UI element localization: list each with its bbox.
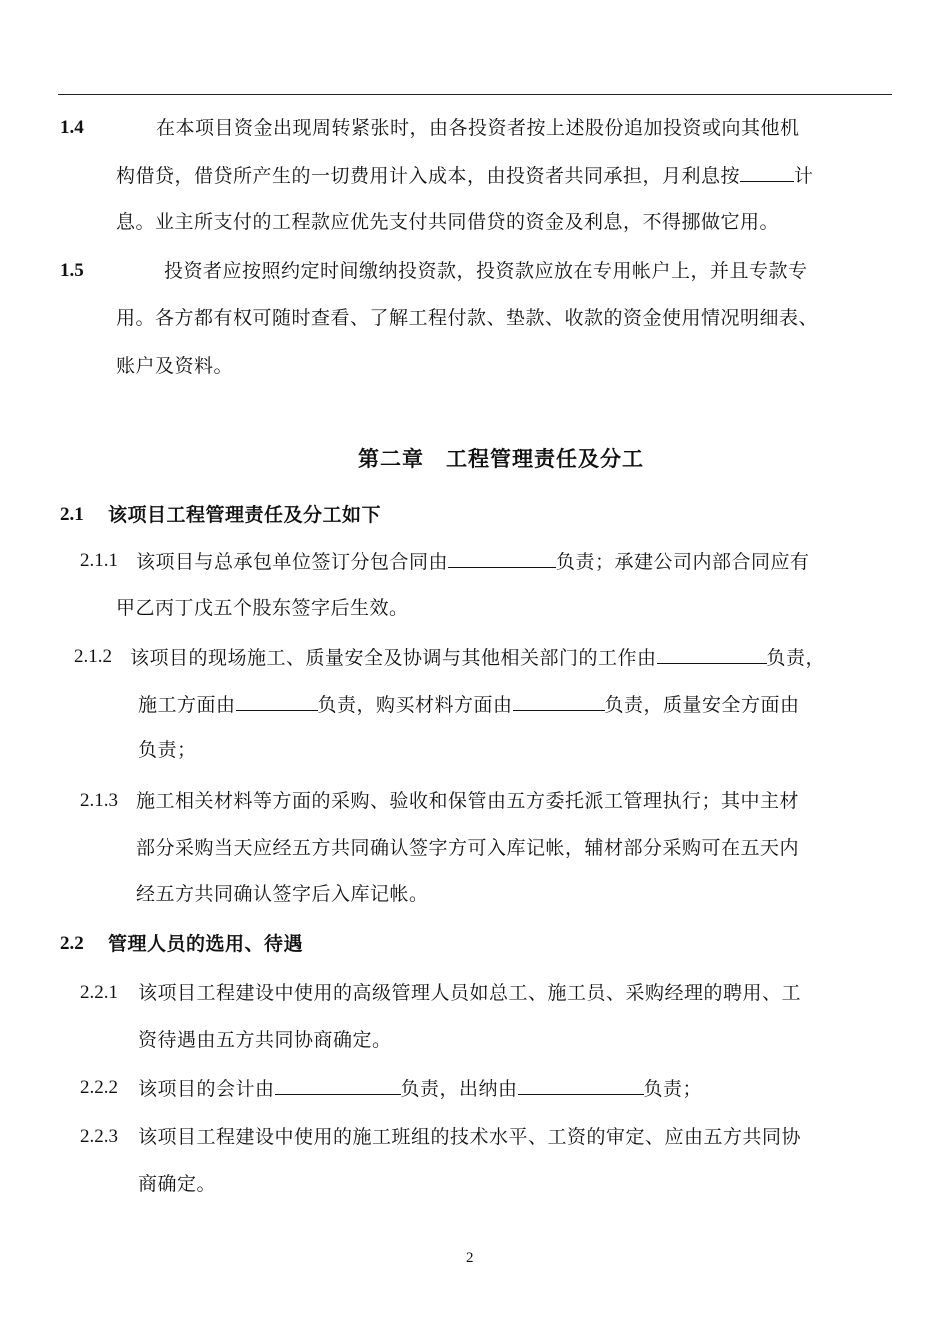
item-2-1-2-text-e: 负责，质量安全方面由 <box>604 694 800 716</box>
section-1-4-line-2-text-a: 构借贷，借贷所产生的一切费用计入成本，由投资者共同承担，月利息按 <box>116 165 741 187</box>
item-2-2-1-line-2: 资待遇由五方共同协商确定。 <box>138 1029 392 1051</box>
section-number-2-1: 2.1 <box>60 504 84 525</box>
accountant-blank <box>275 1076 401 1095</box>
item-2-1-3-line-3: 经五方共同确认签字后入库记帐。 <box>136 883 429 905</box>
item-number-2-2-1: 2.2.1 <box>80 982 118 1003</box>
item-2-1-2-text-b: 负责， <box>766 647 826 669</box>
construction-responsible-blank <box>236 692 318 711</box>
section-1-5-line-1: 投资者应按照约定时间缴纳投资款，投资款应放在专用帐户上，并且专款专 <box>164 260 808 282</box>
section-number-1-4: 1.4 <box>60 117 84 138</box>
section-number-2-2: 2.2 <box>60 933 84 954</box>
section-1-4-line-2-text-b: 计 <box>794 165 814 187</box>
section-1-4-line-1: 在本项目资金出现周转紧张时，由各投资者按上述股份追加投资或向其他机 <box>156 117 800 139</box>
item-2-1-2-line-3: 负责； <box>138 739 197 761</box>
item-number-2-1-2: 2.1.2 <box>74 646 112 667</box>
item-2-2-2-text-a: 该项目的会计由 <box>138 1078 275 1100</box>
item-2-1-1-line-1 <box>136 549 810 574</box>
item-2-1-2-text-c: 施工方面由 <box>138 694 236 716</box>
item-2-1-2-text-a: 该项目的现场施工、质量安全及协调与其他相关部门的工作由 <box>130 647 657 669</box>
item-2-1-2-line-2 <box>138 692 800 717</box>
materials-responsible-blank <box>513 692 605 711</box>
section-2-2-title: 管理人员的选用、待遇 <box>108 933 304 955</box>
item-2-2-2-text-c: 负责； <box>643 1078 703 1100</box>
section-number-1-5: 1.5 <box>60 260 84 281</box>
item-number-2-2-2: 2.2.2 <box>80 1077 118 1098</box>
subcontract-responsible-blank <box>448 549 556 568</box>
section-2-1-title: 该项目工程管理责任及分工如下 <box>108 504 382 526</box>
section-1-5-line-3: 账户及资料。 <box>116 355 234 377</box>
item-number-2-1-3: 2.1.3 <box>80 790 118 811</box>
site-work-responsible-blank <box>657 645 767 664</box>
item-2-2-2-line-1 <box>138 1076 702 1101</box>
item-2-1-1-text-a: 该项目与总承包单位签订分包合同由 <box>136 551 449 573</box>
item-2-2-2-text-b: 负责，出纳由 <box>400 1078 518 1100</box>
item-number-2-1-1: 2.1.1 <box>80 550 118 571</box>
section-1-4-line-3: 息。业主所支付的工程款应优先支付共同借贷的资金及利息，不得挪做它用。 <box>116 211 780 233</box>
section-1-4-line-2 <box>116 163 814 188</box>
item-2-1-2-line-1 <box>130 645 825 670</box>
item-2-1-2-text-d: 负责，购买材料方面由 <box>317 694 513 716</box>
cashier-blank <box>518 1076 644 1095</box>
item-number-2-2-3: 2.2.3 <box>80 1126 118 1147</box>
interest-rate-blank <box>740 163 794 182</box>
item-2-1-1-line-2: 甲乙丙丁戊五个股东签字后生效。 <box>116 597 409 619</box>
item-2-2-1-line-1: 该项目工程建设中使用的高级管理人员如总工、施工员、采购经理的聘用、工 <box>138 982 802 1004</box>
item-2-1-1-text-b: 负责；承建公司内部合同应有 <box>556 551 810 573</box>
section-1-5-line-2: 用。各方都有权可随时查看、了解工程付款、垫款、收款的资金使用情况明细表、 <box>116 307 819 329</box>
item-2-2-3-line-1: 该项目工程建设中使用的施工班组的技术水平、工资的审定、应由五方共同协 <box>138 1126 802 1148</box>
item-2-1-3-line-1: 施工相关材料等方面的采购、验收和保管由五方委托派工管理执行；其中主材 <box>136 790 800 812</box>
item-2-2-3-line-2: 商确定。 <box>138 1173 217 1195</box>
page-number: 2 <box>466 1250 474 1266</box>
item-2-1-3-line-2: 部分采购当天应经五方共同确认签字方可入库记帐，辅材部分采购可在五天内 <box>136 837 800 859</box>
header-rule <box>58 94 892 95</box>
chapter-title: 第二章 工程管理责任及分工 <box>358 446 644 471</box>
